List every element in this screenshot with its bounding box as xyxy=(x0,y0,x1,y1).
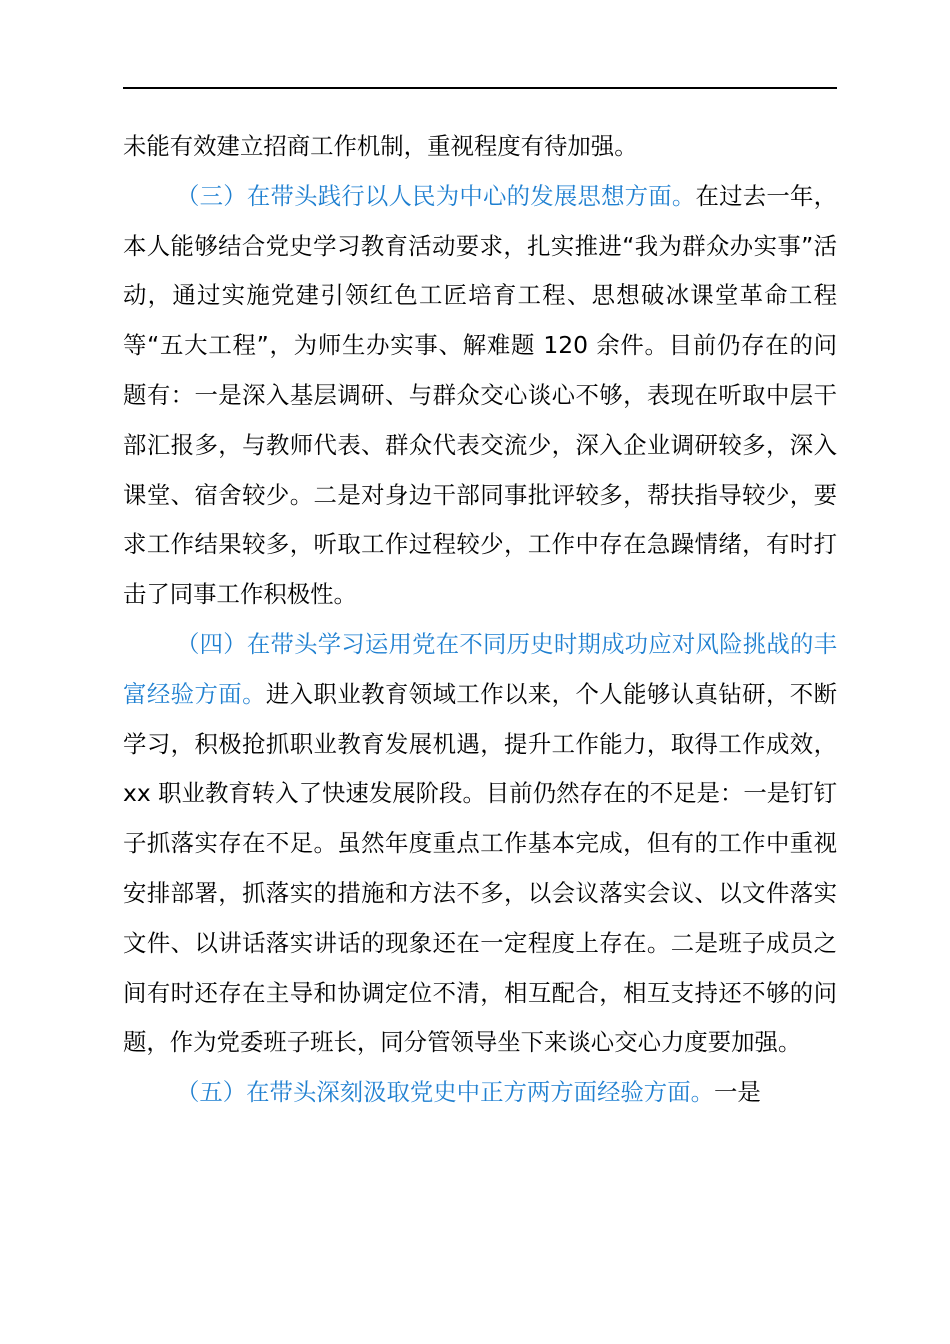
section-heading-3: （三）在带头践行以人民为中心的发展思想方面。 xyxy=(176,181,696,210)
paragraph-continuation xyxy=(123,122,837,172)
document-body xyxy=(123,122,837,1118)
paragraph-text: 在过去一年，本人能够结合党史学习教育活动要求，扎实推进“我为群众办实事”活动，通过实施党建引领红色工匠培育工程、思想破冰课堂革命工程等“五大工程”，为师生办实事、解难题 120 余件。目前仍存在的问题有：一是深入基层调研、与群众交心谈心不够，表现在听取中层干部汇报多，与教师代表、群众代表交流少，深入企业调研较多，深入课堂、宿舍较少。二是对身边干部同事批评较多，帮扶指导较少，要求工作结果较多，听取工作过程较少，工作中存在急躁情绪，有时打击了同事工作积极性。 xyxy=(123,181,838,609)
paragraph-text: 一是 xyxy=(713,1078,761,1107)
paragraph-text: 进入职业教育领域工作以来，个人能够认真钻研，不断学习，积极抢抓职业教育发展机遇，提升工作能力，取得工作成效，xx 职业教育转入了快速发展阶段。目前仍然存在的不足是：一是钉钉子抓落实存在不足。虽然年度重点工作基本完成，但有的工作中重视安排部署，抓落实的措施和方法不多，以会议落实会议、以文件落实文件、以讲话落实讲话的现象还在一定程度上存在。二是班子成员之间有时还存在主导和协调定位不清，相互配合，相互支持还不够的问题，作为党委班子班长，同分管领导坐下来谈心交心力度要加强。 xyxy=(123,679,838,1057)
header-rule xyxy=(123,87,837,89)
paragraph-text: 未能有效建立招商工作机制，重视程度有待加强。 xyxy=(123,132,638,160)
paragraph-section-4 xyxy=(123,620,837,1068)
section-heading-4: （四）在带头学习运用党在不同历史时期成功应对风险挑战的丰富经验方面。 xyxy=(123,629,837,708)
section-heading-5: （五）在带头深刻汲取党史中正方两方面经验方面。 xyxy=(176,1078,714,1107)
paragraph-section-5 xyxy=(123,1068,837,1118)
paragraph-section-3 xyxy=(123,172,837,620)
